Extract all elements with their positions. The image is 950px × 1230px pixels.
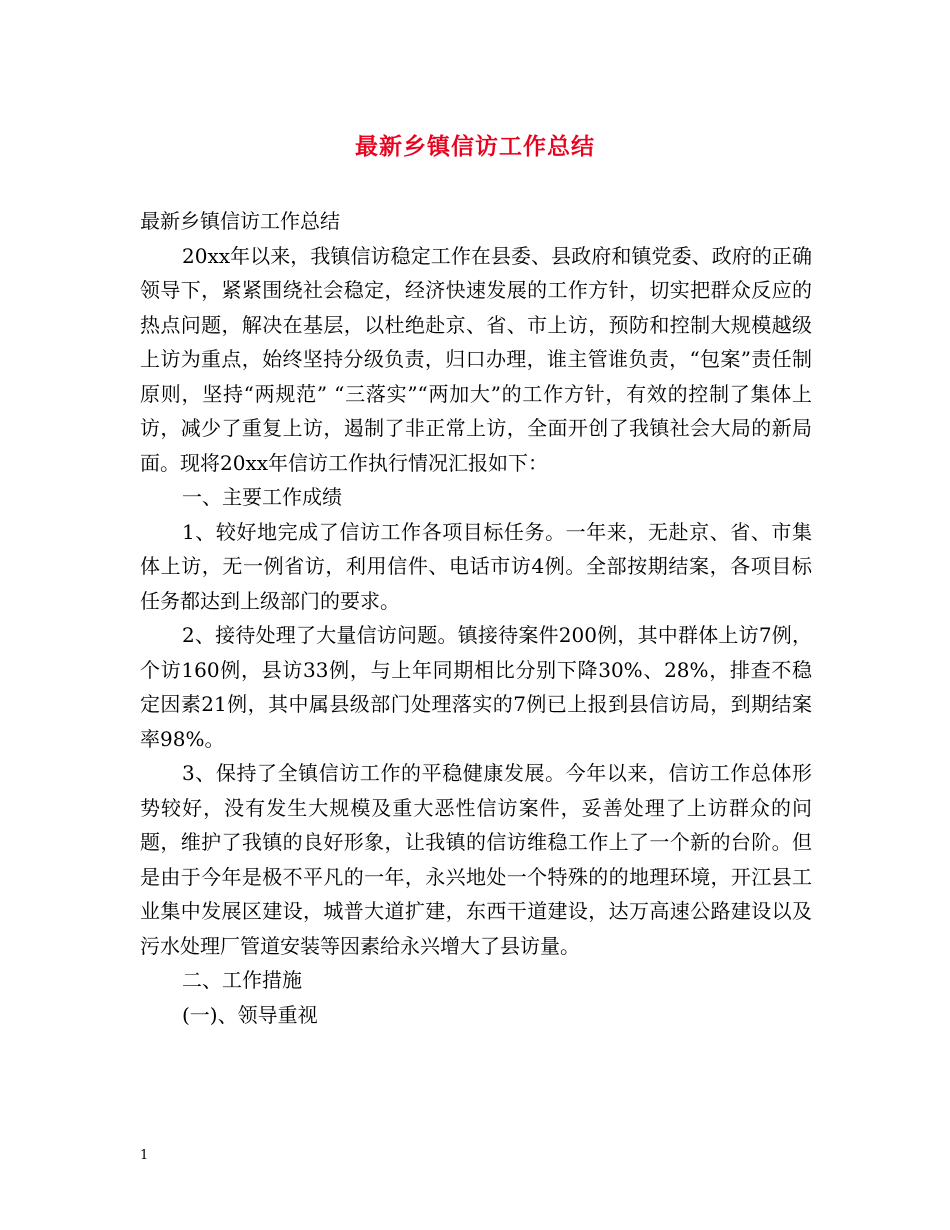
section-heading-measures: 二、工作措施 bbox=[182, 968, 302, 992]
section-heading-achievements: 一、主要工作成绩 bbox=[182, 485, 342, 509]
document-body bbox=[140, 204, 812, 1032]
subsection-heading-leadership: (一)、领导重视 bbox=[182, 1002, 318, 1027]
document-subtitle: 最新乡镇信访工作总结 bbox=[140, 209, 340, 233]
intro-paragraph: 20xx年以来，我镇信访稳定工作在县委、县政府和镇党委、政府的正确领导下，紧紧围绕社会稳定，经济快速发展的工作方针，切实把群众反应的热点问题，解决在基层，以杜绝赴京、省、市上访，预防和控制大规模越级上访为重点，始终坚持分级负责，归口办理，谁主管谁负责，“包案”责任制原则，坚持“两规范” “三落实”“两加大”的工作方针，有效的控制了集体上访，减少了重复上访，遏制了非正常上访，全面开创了我镇社会大局的新局面。现将20xx年信访工作执行情况汇报如下： bbox=[140, 243, 812, 475]
document-title: 最新乡镇信访工作总结 bbox=[355, 133, 595, 160]
page-number: 1 bbox=[140, 1148, 149, 1163]
achievement-paragraph-3: 3、保持了全镇信访工作的平稳健康发展。今年以来，信访工作总体形势较好，没有发生大规模及重大恶性信访案件，妥善处理了上访群众的问题，维护了我镇的良好形象，让我镇的信访维稳工作上了一个新的台阶。但是由于今年是极不平凡的一年，永兴地处一个特殊的的地理环境，开江县工业集中发展区建设，城普大道扩建，东西干道建设，达万高速公路建设以及污水处理厂管道安装等因素给永兴增大了县访量。 bbox=[140, 761, 812, 958]
achievement-paragraph-2: 2、接待处理了大量信访问题。镇接待案件200例，其中群体上访7例，个访160例，县访33例，与上年同期相比分别下降30%、28%，排查不稳定因素21例，其中属县级部门处理落实的7例已上报到县信访局，到期结案率98%。 bbox=[140, 623, 812, 751]
achievement-paragraph-1: 1、较好地完成了信访工作各项目标任务。一年来，无赴京、省、市集体上访，无一例省访，利用信件、电话市访4例。全部按期结案，各项目标任务都达到上级部门的要求。 bbox=[140, 519, 812, 613]
